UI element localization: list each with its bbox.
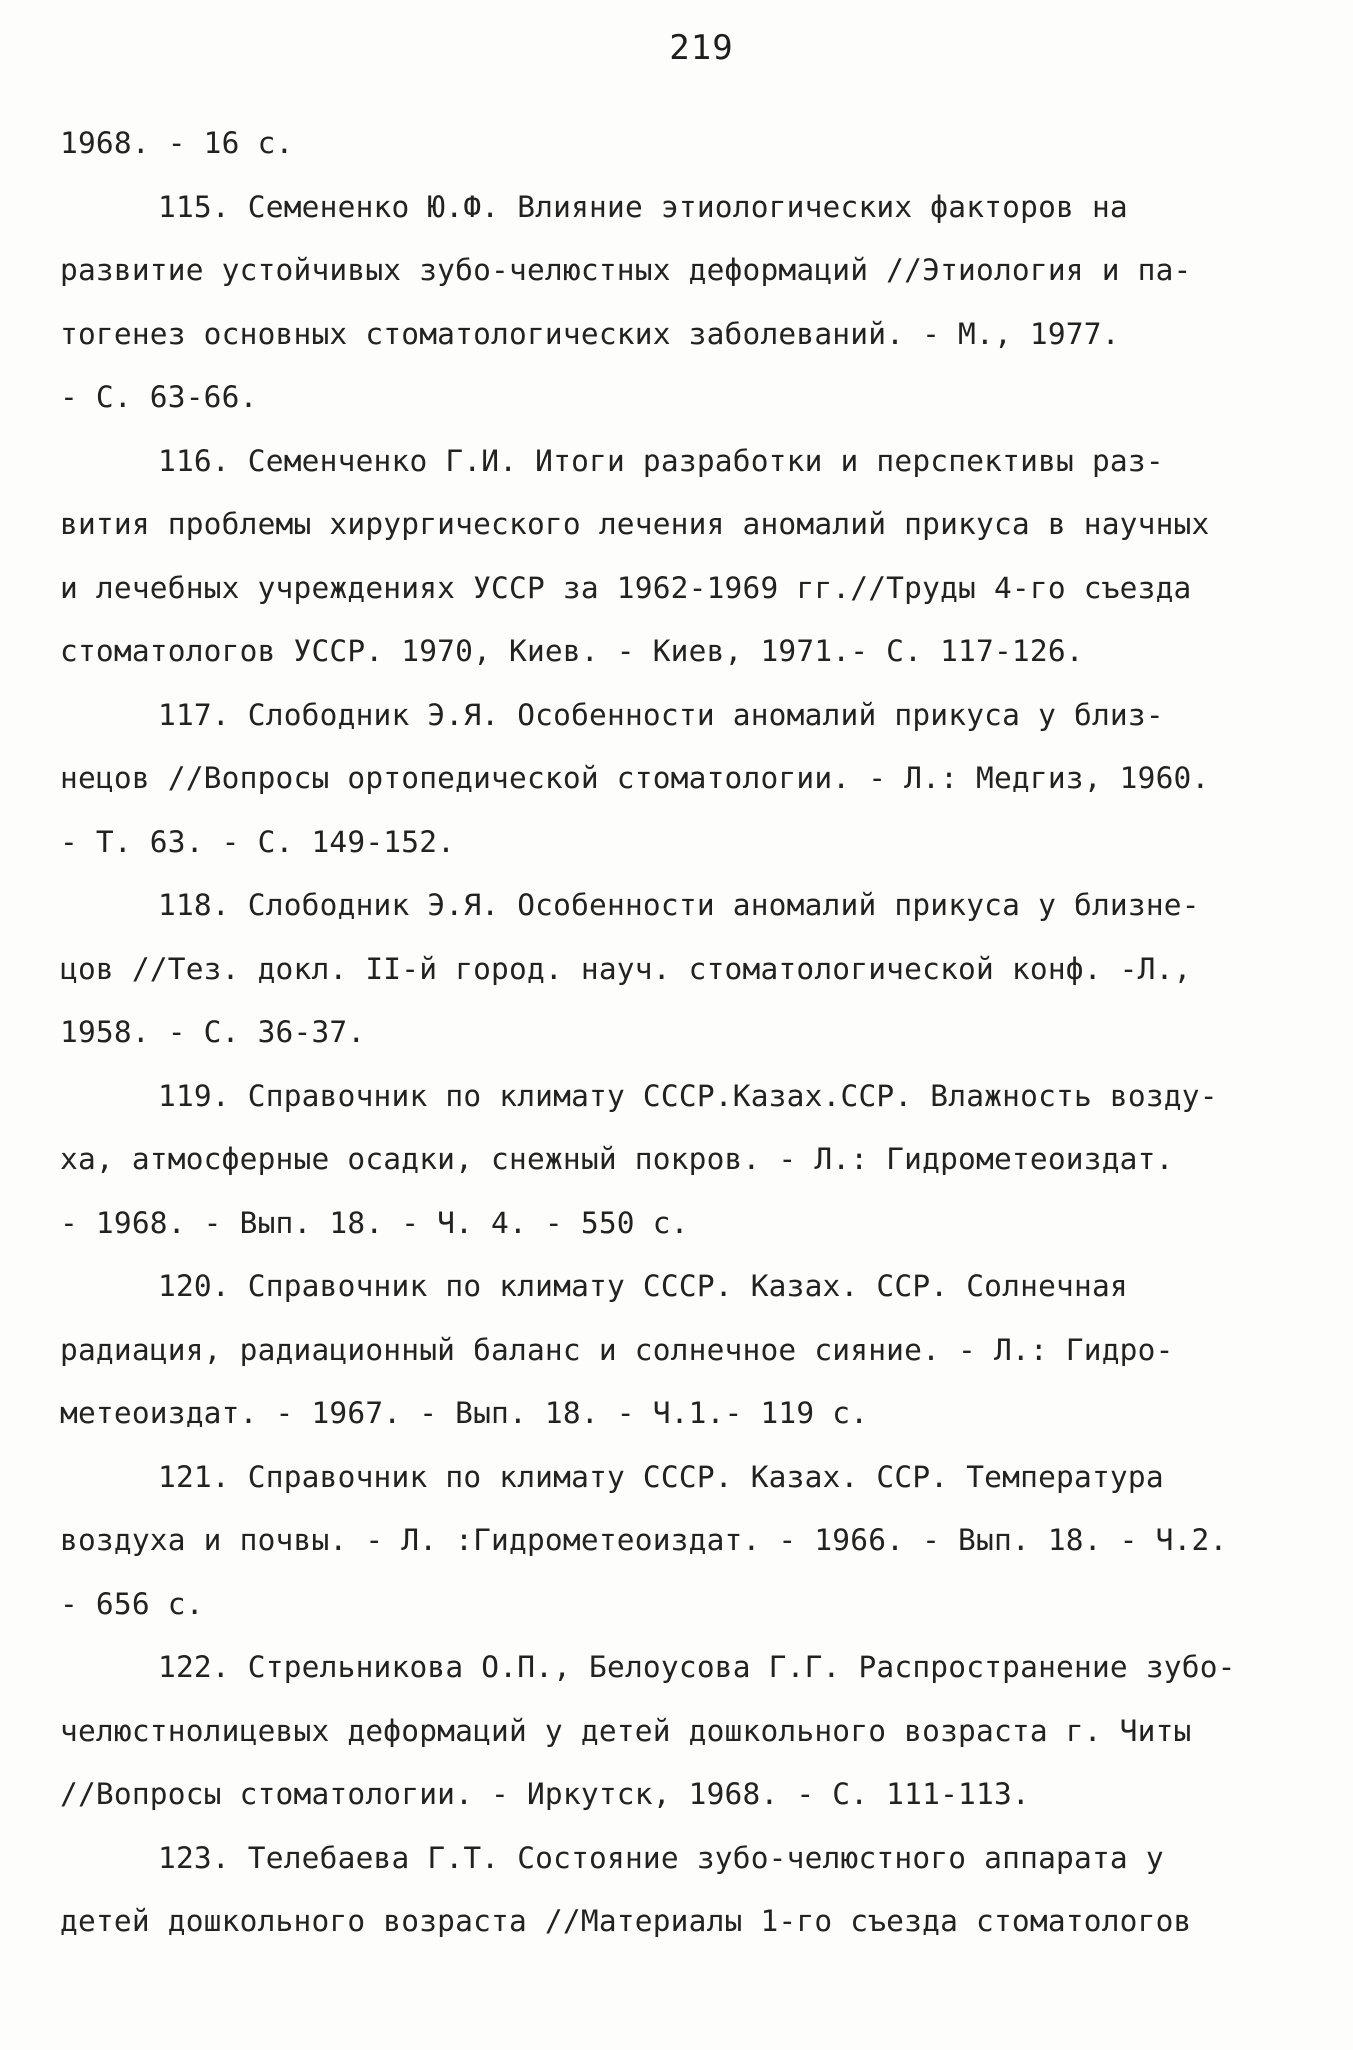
bibliography-entry	[60, 874, 1330, 1065]
entry-line: - 1968. - Вып. 18. - Ч. 4. - 550 с.	[60, 1205, 689, 1240]
bibliography-entry	[60, 1446, 1330, 1637]
entry-first-line: 119. Справочник по климату СССР.Казах.ССР. Влажность возду-	[158, 1078, 1218, 1113]
carry-over-line: 1968. - 16 с.	[60, 126, 294, 160]
page-number: 219	[669, 28, 734, 68]
bibliography-entry	[60, 430, 1330, 684]
entry-line: - С. 63-66.	[60, 380, 258, 414]
bibliography-text	[60, 112, 1330, 1954]
entry-line: - 656 с.	[60, 1586, 204, 1621]
bibliography-list	[60, 176, 1330, 1954]
entry-line: - Т. 63. - С. 149-152.	[60, 824, 456, 859]
entry-line: цов //Тез. докл. II-й город. науч. стоматологической конф. -Л.,	[60, 951, 1192, 986]
bibliography-entry	[60, 1065, 1330, 1256]
entry-line: вития проблемы хирургического лечения аномалий прикуса в научных	[60, 507, 1210, 541]
entry-first-line: 115. Семененко Ю.Ф. Влияние этиологических факторов на	[158, 189, 1128, 224]
entry-line: тогенез основных стоматологических заболеваний. - М., 1977.	[60, 316, 1120, 351]
bibliography-entry	[60, 1636, 1330, 1827]
bibliography-entry	[60, 1827, 1330, 1954]
entry-line: ха, атмосферные осадки, снежный покров. - Л.: Гидрометеоиздат.	[60, 1142, 1174, 1176]
entry-line: нецов //Вопросы ортопедической стоматологии. - Л.: Медгиз, 1960.	[60, 761, 1210, 795]
entry-first-line: 118. Слободник Э.Я. Особенности аномалий прикуса у близне-	[158, 888, 1200, 922]
entry-line: воздуха и почвы. - Л. :Гидрометеоиздат. - 1966. - Вып. 18. - Ч.2.	[60, 1523, 1228, 1557]
entry-first-line: 121. Справочник по климату СССР. Казах. ССР. Температура	[158, 1459, 1164, 1494]
entry-line: детей дошкольного возраста //Материалы 1-го съезда стоматологов	[60, 1904, 1192, 1938]
entry-line: 1958. - С. 36-37.	[60, 1015, 366, 1049]
entry-line: и лечебных учреждениях УССР за 1962-1969 гг.//Труды 4-го съезда	[60, 570, 1192, 605]
entry-first-line: 116. Семенченко Г.И. Итоги разработки и перспективы раз-	[158, 443, 1164, 478]
entry-first-line: 123. Телебаева Г.Т. Состояние зубо-челюстного аппарата у	[158, 1840, 1164, 1875]
entry-first-line: 117. Слободник Э.Я. Особенности аномалий прикуса у близ-	[158, 697, 1164, 732]
carry-over-entry	[60, 112, 1330, 176]
entry-line: радиация, радиационный баланс и солнечное сияние. - Л.: Гидро-	[60, 1332, 1174, 1367]
entry-line: стоматологов УССР. 1970, Киев. - Киев, 1971.- С. 117-126.	[60, 634, 1084, 668]
entry-line: //Вопросы стоматологии. - Иркутск, 1968. - С. 111-113.	[60, 1777, 1030, 1811]
bibliography-entry	[60, 1255, 1330, 1446]
entry-first-line: 122. Стрельникова О.П., Белоусова Г.Г. Распространение зубо-	[158, 1650, 1236, 1684]
bibliography-entry	[60, 176, 1330, 430]
entry-line: метеоиздат. - 1967. - Вып. 18. - Ч.1.- 119 с.	[60, 1396, 869, 1430]
bibliography-entry	[60, 684, 1330, 875]
entry-line: развитие устойчивых зубо-челюстных деформаций //Этиология и па-	[60, 253, 1192, 287]
entry-first-line: 120. Справочник по климату СССР. Казах. ССР. Солнечная	[158, 1269, 1128, 1303]
entry-line: челюстнолицевых деформаций у детей дошкольного возраста г. Читы	[60, 1713, 1192, 1748]
